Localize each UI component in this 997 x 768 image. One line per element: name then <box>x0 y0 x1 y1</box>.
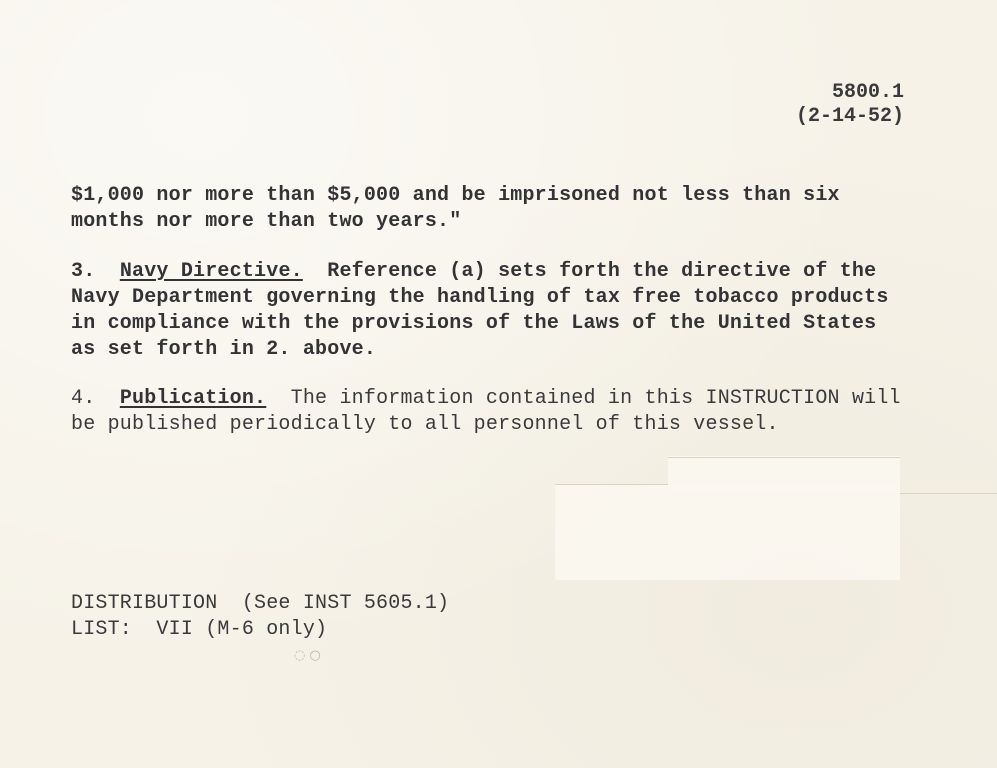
paper-patch-edge <box>900 493 997 494</box>
section-3-number: 3. <box>71 260 96 283</box>
paper-patch-edge <box>555 484 668 485</box>
section-4-text: The information contained in this INSTRUCTION will <box>290 387 901 410</box>
instruction-date: (2-14-52) <box>795 105 904 128</box>
continuation-line: $1,000 nor more than $5,000 and be imprisoned not less than six <box>71 184 840 207</box>
section-3-line: as set forth in 2. above. <box>71 338 377 361</box>
paper-patch <box>555 485 900 580</box>
section-3-text: Reference (a) sets forth the directive of the <box>327 260 877 283</box>
distribution-line: DISTRIBUTION (See INST 5605.1) <box>71 592 450 615</box>
section-4-heading: Publication. <box>119 387 267 410</box>
section-4-first-line <box>71 386 901 412</box>
section-3-heading: Navy Directive. <box>119 260 303 283</box>
paper-mark: ◌ ○ <box>294 648 321 663</box>
section-3-line: Navy Department governing the handling of tax free tobacco products <box>71 286 889 309</box>
section-3-line: in compliance with the provisions of the Laws of the United States <box>71 312 877 335</box>
continuation-line: months nor more than two years." <box>71 210 462 233</box>
distribution-list-line: LIST: VII (M-6 only) <box>71 618 328 641</box>
paper-patch-edge <box>668 457 900 458</box>
paper-patch <box>668 456 900 490</box>
section-3-first-line <box>71 259 876 285</box>
instruction-number: 5800.1 <box>831 81 904 104</box>
section-4-line: be published periodically to all personnel of this vessel. <box>71 413 779 436</box>
section-4-number: 4. <box>71 387 96 410</box>
